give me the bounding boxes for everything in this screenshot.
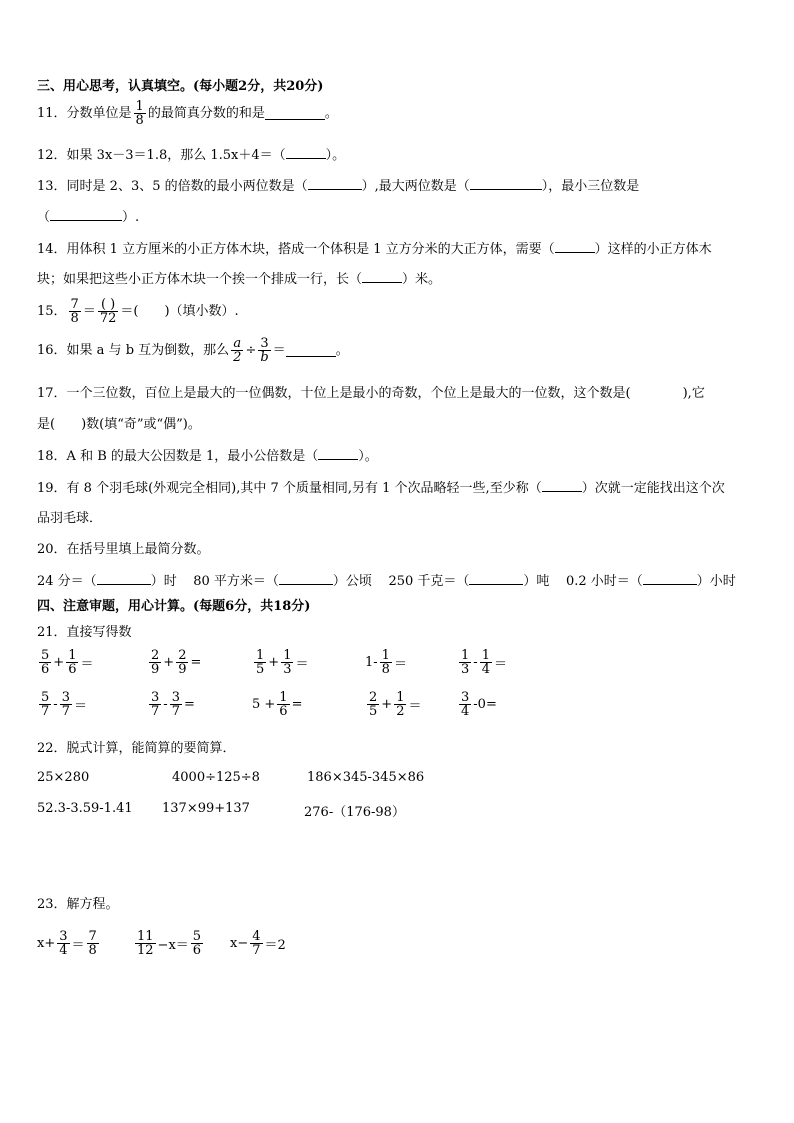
question-14-line-1: 14．用体积 1 立方厘米的小正方体木块，搭成一个体积是 1 立方分米的大正方体，需要（ ）这样的小正方体木 xyxy=(37,242,712,257)
fraction: $\frac{1}{6}$ xyxy=(279,690,288,719)
q23-equation-2: $\frac{11}{12}$ −x＝ $\frac{5}{6}$ xyxy=(137,929,202,958)
q14-blank-1[interactable] xyxy=(555,240,595,253)
q20-item-1: 24 分＝（ ）时 xyxy=(37,574,177,589)
q15-fraction-2[interactable]: $\frac{( )}{72}$ xyxy=(99,297,117,326)
q21-row2-item-2: $\frac{3}{7}$ - $\frac{3}{7}$ = xyxy=(151,690,195,719)
fraction: $\frac{3}{4}$ xyxy=(59,929,68,958)
q23-equation-3: x− $\frac{4}{7}$ ＝2 xyxy=(230,929,286,958)
fraction: $\frac{1}{8}$ xyxy=(381,648,390,677)
q22-expr-6: 276-（176-98） xyxy=(304,805,405,820)
question-12: 12．如果 3x－3＝1.8，那么 1.5x＋4＝（ ）。 xyxy=(37,148,346,163)
q20-blank-1[interactable] xyxy=(97,572,151,585)
fraction: $\frac{4}{7}$ xyxy=(252,929,261,958)
fraction: $\frac{3}{4}$ xyxy=(461,690,470,719)
q22-expr-2: 4000÷125÷8 xyxy=(172,770,260,785)
q22-expr-5: 137×99+137 xyxy=(162,801,250,816)
question-13-line-1: 13．同时是 2、3、5 的倍数的最小两位数是（ ）,最大两位数是（ ），最小三位数是 xyxy=(37,179,640,194)
q14-blank-2[interactable] xyxy=(362,270,402,283)
section-3-heading: 三、用心思考，认真填空。(每小题2分，共20分) xyxy=(37,79,324,94)
q16-fraction-1: $\frac{a}{2}$ xyxy=(233,336,242,365)
question-20-title: 20．在括号里填上最简分数。 xyxy=(37,542,210,557)
q22-expr-4: 52.3-3.59-1.41 xyxy=(37,801,133,816)
fraction: $\frac{1}{4}$ xyxy=(481,648,490,677)
q13-blank-1[interactable] xyxy=(308,177,362,190)
q16-fraction-2: $\frac{3}{b}$ xyxy=(260,336,269,365)
fraction: $\frac{1}{3}$ xyxy=(461,648,470,677)
q20-blank-3[interactable] xyxy=(469,572,523,585)
question-19-line-2: 品羽毛球． xyxy=(37,511,103,526)
question-11: 11．分数单位是 $\frac{1}{8}$ 的最简真分数的和是 。 xyxy=(37,99,338,128)
question-22-title: 22．脱式计算，能简算的要简算． xyxy=(37,741,236,756)
q11-prefix: 11．分数单位是 xyxy=(37,105,132,121)
q13-blank-2[interactable] xyxy=(470,177,542,190)
q15-fraction-1: $\frac{7}{8}$ xyxy=(70,297,79,326)
q22-expr-3: 186×345-345×86 xyxy=(307,770,425,785)
q11-answer-blank[interactable] xyxy=(265,107,325,120)
question-19-line-1: 19．有 8 个羽毛球(外观完全相同),其中 7 个质量相同,另有 1 个次品略轻一些,至少称（ ）次就一定能找出这个次 xyxy=(37,481,725,496)
q21-row1-item-5: $\frac{1}{3}$ - $\frac{1}{4}$ ＝ xyxy=(461,648,507,677)
fraction: $\frac{2}{5}$ xyxy=(369,690,378,719)
q20-blank-2[interactable] xyxy=(279,572,333,585)
q18-answer-blank[interactable] xyxy=(318,447,358,460)
fraction: $\frac{3}{7}$ xyxy=(151,690,160,719)
fraction: $\frac{1}{5}$ xyxy=(256,648,265,677)
q20-item-2: 80 平方米＝（ ）公顷 xyxy=(193,574,372,589)
q19-answer-blank[interactable] xyxy=(542,479,582,492)
question-14-line-2: 块；如果把这些小正方体木块一个挨一个排成一行，长（ ）米。 xyxy=(37,272,442,287)
q12-answer-blank[interactable] xyxy=(286,146,326,159)
q21-row1-item-4: 1- $\frac{1}{8}$ ＝ xyxy=(365,648,407,677)
q21-row2-item-3: 5 + $\frac{1}{6}$ = xyxy=(252,690,303,719)
q21-row1-item-1: $\frac{5}{6}$ + $\frac{1}{6}$ ＝ xyxy=(41,648,94,677)
q11-text: 的最简真分数的和是 xyxy=(147,105,265,121)
q20-item-4: 0.2 小时＝（ ）小时 xyxy=(565,574,736,589)
q11-fraction: $\frac{1}{8}$ xyxy=(135,99,144,128)
fraction: $\frac{7}{8}$ xyxy=(88,929,97,958)
question-23-title: 23．解方程。 xyxy=(37,897,119,912)
fraction: $\frac{1}{2}$ xyxy=(396,690,405,719)
question-15: 15． $\frac{7}{8}$ ＝ $\frac{( )}{72}$ ＝( )（填小数）. xyxy=(37,297,239,326)
fraction: $\frac{5}{6}$ xyxy=(192,929,202,958)
fraction: $\frac{2}{9}$ xyxy=(151,648,160,677)
fraction: $\frac{5}{6}$ xyxy=(41,648,50,677)
q20-blank-4[interactable] xyxy=(643,572,697,585)
question-17-line-1: 17．一个三位数，百位上是最大的一位偶数，十位上是最小的奇数，个位上是最大的一位数，这个数是( ),它 xyxy=(37,386,705,401)
fraction: $\frac{5}{7}$ xyxy=(41,690,50,719)
fraction: $\frac{1}{3}$ xyxy=(283,648,292,677)
question-18: 18．A 和 B 的最大公因数是 1，最小公倍数是（ ）。 xyxy=(37,449,378,464)
question-20-items xyxy=(37,572,736,591)
q22-expr-1: 25×280 xyxy=(37,770,90,785)
q20-item-3: 250 千克＝（ ）吨 xyxy=(388,574,550,589)
q23-equation-1: x+ $\frac{3}{4}$ ＝ $\frac{7}{8}$ xyxy=(37,929,97,958)
q21-row1-item-2: $\frac{2}{9}$ + $\frac{2}{9}$ = xyxy=(151,648,202,677)
q21-row1-item-3: $\frac{1}{5}$ + $\frac{1}{3}$ ＝ xyxy=(256,648,309,677)
fraction: $\frac{11}{12}$ xyxy=(137,929,154,958)
q21-row2-item-1: $\frac{5}{7}$ - $\frac{3}{7}$ ＝ xyxy=(41,690,87,719)
question-21-title: 21．直接写得数 xyxy=(37,625,132,640)
fraction: $\frac{1}{6}$ xyxy=(68,648,77,677)
question-16: 16．如果 a 与 b 互为倒数，那么 $\frac{a}{2}$ ÷ $\frac{3}{b}$ ＝ 。 xyxy=(37,336,349,365)
section-4-heading: 四、注意审题，用心计算。(每题6分，共18分) xyxy=(37,599,311,614)
q13-blank-3[interactable] xyxy=(50,208,122,221)
fraction: $\frac{3}{7}$ xyxy=(61,690,70,719)
q21-row2-item-5: $\frac{3}{4}$ -0= xyxy=(461,690,497,719)
fraction: $\frac{2}{9}$ xyxy=(178,648,187,677)
fraction: $\frac{3}{7}$ xyxy=(171,690,180,719)
question-13-line-2: （ ）. xyxy=(37,210,140,225)
q21-row2-item-4: $\frac{2}{5}$ + $\frac{1}{2}$ ＝ xyxy=(369,690,422,719)
q16-answer-blank[interactable] xyxy=(286,344,336,357)
question-17-line-2: 是( )数(填“奇”或“偶”)。 xyxy=(37,417,201,432)
